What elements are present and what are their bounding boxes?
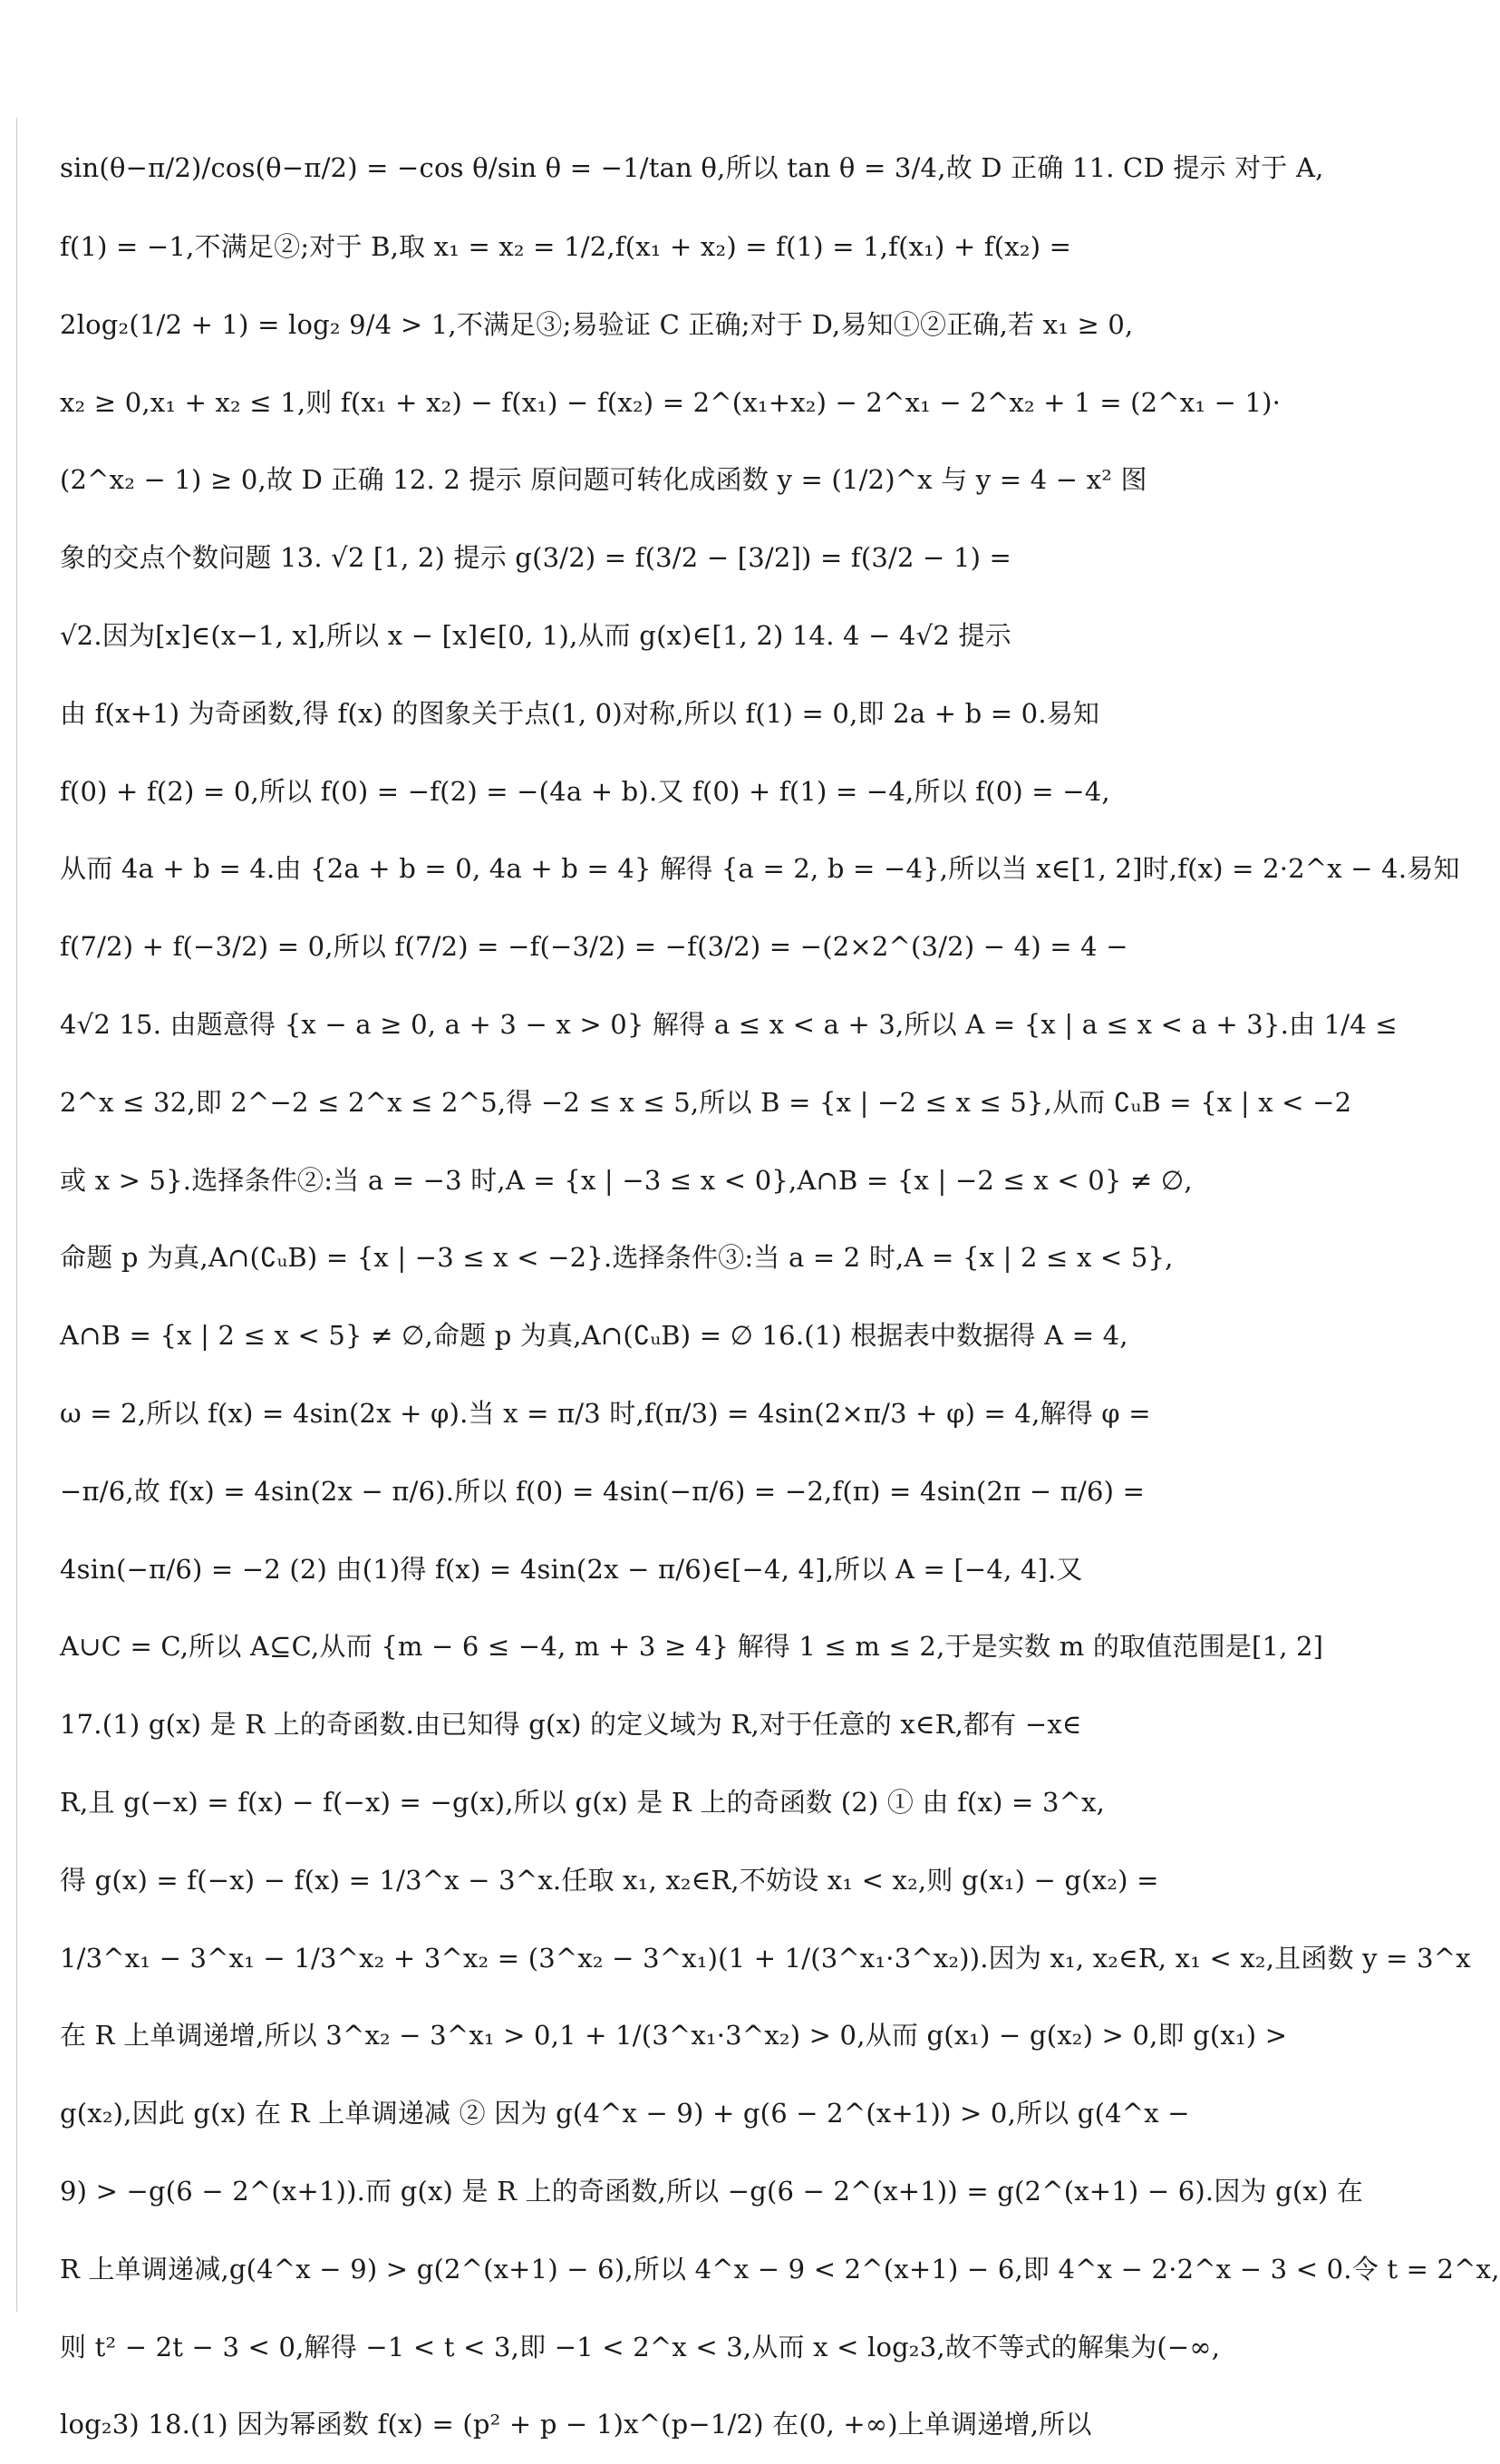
text-line: A∩B = {x | 2 ≤ x < 5} ≠ ∅,命题 p 为真,A∩(∁ᵤB) = ∅ 16.(1) 根据表中数据得 A = 4, bbox=[60, 1320, 1128, 1352]
text-line: 得 g(x) = f(−x) − f(x) = 1/3^x − 3^x.任取 x₁, x₂∈R,不妨设 x₁ < x₂,则 g(x₁) − g(x₂) = bbox=[60, 1864, 1159, 1896]
text-line: f(7/2) + f(−3/2) = 0,所以 f(7/2) = −f(−3/2) = −f(3/2) = −(2×2^(3/2) − 4) = 4 − bbox=[60, 931, 1128, 963]
text-line: 2log₂(1/2 + 1) = log₂ 9/4 > 1,不满足③;易验证 C 正确;对于 D,易知①②正确,若 x₁ ≥ 0, bbox=[60, 308, 1134, 340]
text-line: 或 x > 5}.选择条件②:当 a = −3 时,A = {x | −3 ≤ x < 0},A∩B = {x | −2 ≤ x < 0} ≠ ∅, bbox=[60, 1164, 1193, 1196]
text-line: f(0) + f(2) = 0,所以 f(0) = −f(2) = −(4a + b).又 f(0) + f(1) = −4,所以 f(0) = −4, bbox=[60, 775, 1110, 807]
text-line: x₂ ≥ 0,x₁ + x₂ ≤ 1,则 f(x₁ + x₂) − f(x₁) − f(x₂) = 2^(x₁+x₂) − 2^x₁ − 2^x₂ + 1 = (2^x₁ − 1)· bbox=[60, 386, 1282, 418]
text-line: sin(θ−π/2)/cos(θ−π/2) = −cos θ/sin θ = −1/tan θ,所以 tan θ = 3/4,故 D 正确 11. CD 提示 对于 A, bbox=[60, 152, 1324, 183]
text-line: R 上单调递减,g(4^x − 9) > g(2^(x+1) − 6),所以 4^x − 9 < 2^(x+1) − 6,即 4^x − 2·2^x − 3 < 0.令 t = 2^x, bbox=[60, 2253, 1500, 2285]
text-line: √2.因为[x]∈(x−1, x],所以 x − [x]∈[0, 1),从而 g(x)∈[1, 2) 14. 4 − 4√2 提示 bbox=[60, 619, 1011, 651]
text-line: 象的交点个数问题 13. √2 [1, 2) 提示 g(3/2) = f(3/2 − [3/2]) = f(3/2 − 1) = bbox=[60, 542, 1012, 574]
solution-text-block bbox=[60, 127, 1500, 2464]
left-margin-rule bbox=[16, 118, 17, 2312]
text-line: 则 t² − 2t − 3 < 0,解得 −1 < t < 3,即 −1 < 2^x < 3,从而 x < log₂3,故不等式的解集为(−∞, bbox=[60, 2331, 1221, 2362]
text-line: 17.(1) g(x) 是 R 上的奇函数.由已知得 g(x) 的定义域为 R,对于任意的 x∈R,都有 −x∈ bbox=[60, 1709, 1082, 1741]
text-line: R,且 g(−x) = f(x) − f(−x) = −g(x),所以 g(x) 是 R 上的奇函数 (2) ① 由 f(x) = 3^x, bbox=[60, 1786, 1106, 1818]
text-line: 从而 4a + b = 4.由 {2a + b = 0, 4a + b = 4} 解得 {a = 2, b = −4},所以当 x∈[1, 2]时,f(x) = 2·2^x − 4.易知 bbox=[60, 853, 1460, 885]
text-line: log₂3) 18.(1) 因为幂函数 f(x) = (p² + p − 1)x^(p−1/2) 在(0, +∞)上单调递增,所以 bbox=[60, 2409, 1092, 2440]
text-line: 1/3^x₁ − 3^x₁ − 1/3^x₂ + 3^x₂ = (3^x₂ − 3^x₁)(1 + 1/(3^x₁·3^x₂)).因为 x₁, x₂∈R, x₁ < x₂,且函数 y = 3^x bbox=[60, 1942, 1471, 1974]
text-line: g(x₂),因此 g(x) 在 R 上单调递减 ② 因为 g(4^x − 9) + g(6 − 2^(x+1)) > 0,所以 g(4^x − bbox=[60, 2098, 1190, 2129]
text-line: 9) > −g(6 − 2^(x+1)).而 g(x) 是 R 上的奇函数,所以 −g(6 − 2^(x+1)) = g(2^(x+1) − 6).因为 g(x) 在 bbox=[60, 2175, 1364, 2207]
text-line: A∪C = C,所以 A⊆C,从而 {m − 6 ≤ −4, m + 3 ≥ 4} 解得 1 ≤ m ≤ 2,于是实数 m 的取值范围是[1, 2] bbox=[60, 1631, 1324, 1663]
text-line: −π/6,故 f(x) = 4sin(2x − π/6).所以 f(0) = 4sin(−π/6) = −2,f(π) = 4sin(2π − π/6) = bbox=[60, 1475, 1146, 1507]
text-line: (2^x₂ − 1) ≥ 0,故 D 正确 12. 2 提示 原问题可转化成函数 y = (1/2)^x 与 y = 4 − x² 图 bbox=[60, 464, 1147, 496]
text-line: 在 R 上单调递增,所以 3^x₂ − 3^x₁ > 0,1 + 1/(3^x₁·3^x₂) > 0,从而 g(x₁) − g(x₂) > 0,即 g(x₁) > bbox=[60, 2020, 1288, 2052]
text-line: ω = 2,所以 f(x) = 4sin(2x + φ).当 x = π/3 时,f(π/3) = 4sin(2×π/3 + φ) = 4,解得 φ = bbox=[60, 1397, 1151, 1429]
text-line: 2^x ≤ 32,即 2^−2 ≤ 2^x ≤ 2^5,得 −2 ≤ x ≤ 5,所以 B = {x | −2 ≤ x ≤ 5},从而 ∁ᵤB = {x | x < −2 bbox=[60, 1086, 1352, 1118]
text-line: 4sin(−π/6) = −2 (2) 由(1)得 f(x) = 4sin(2x − π/6)∈[−4, 4],所以 A = [−4, 4].又 bbox=[60, 1553, 1083, 1585]
text-line: 命题 p 为真,A∩(∁ᵤB) = {x | −3 ≤ x < −2}.选择条件③:当 a = 2 时,A = {x | 2 ≤ x < 5}, bbox=[60, 1242, 1174, 1274]
text-line: 4√2 15. 由题意得 {x − a ≥ 0, a + 3 − x > 0} 解得 a ≤ x < a + 3,所以 A = {x | a ≤ x < a + 3}.由 1/4 ≤ bbox=[60, 1008, 1398, 1040]
text-line: 由 f(x+1) 为奇函数,得 f(x) 的图象关于点(1, 0)对称,所以 f(1) = 0,即 2a + b = 0.易知 bbox=[60, 697, 1100, 729]
text-line: f(1) = −1,不满足②;对于 B,取 x₁ = x₂ = 1/2,f(x₁ + x₂) = f(1) = 1,f(x₁) + f(x₂) = bbox=[60, 231, 1072, 262]
